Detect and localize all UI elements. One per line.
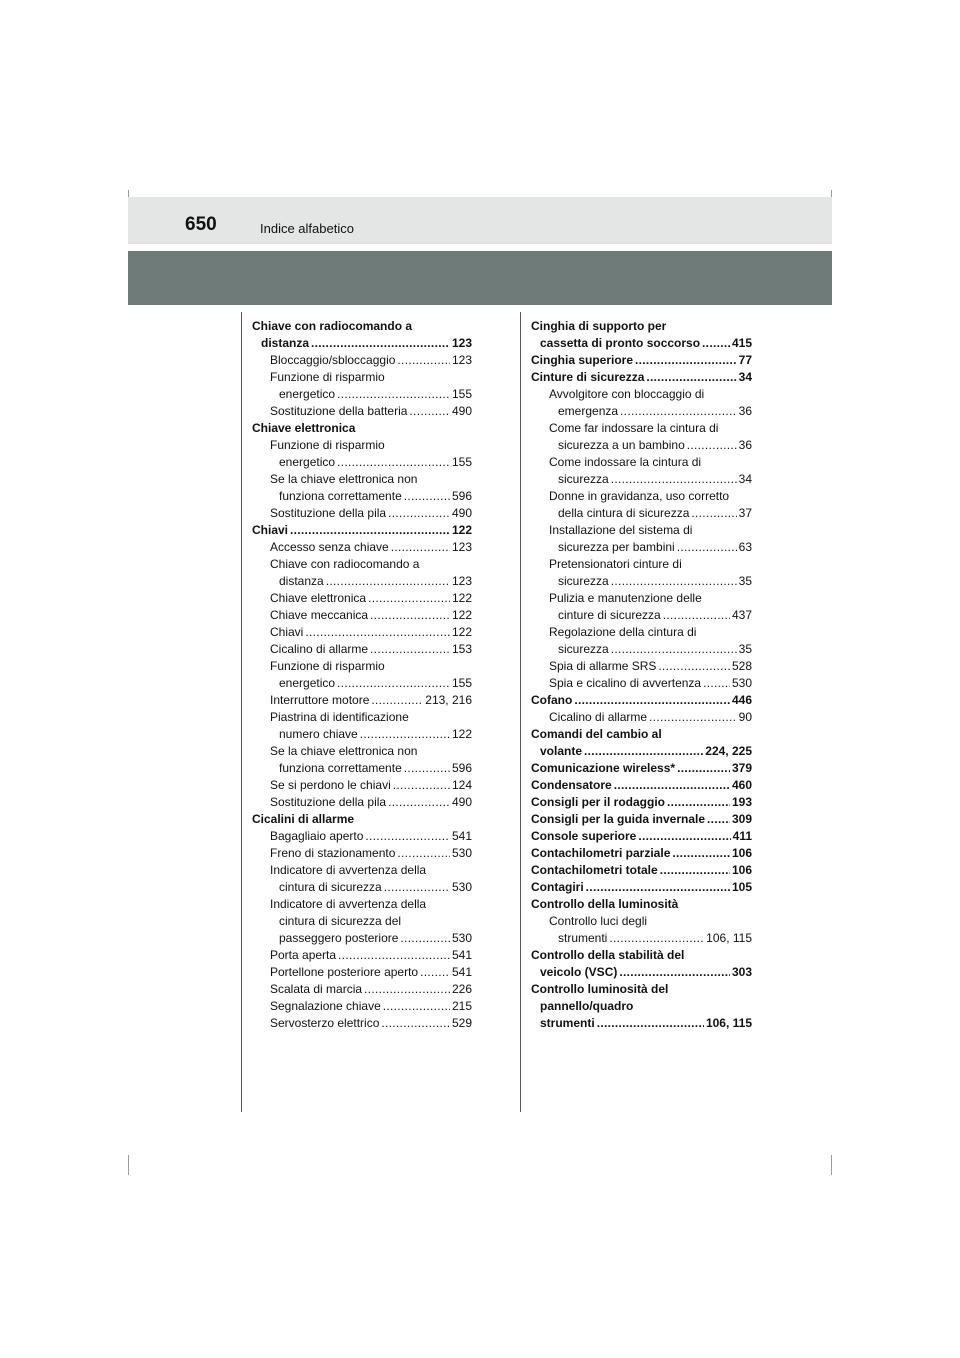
- index-entry-text: Chiave meccanica: [270, 608, 369, 622]
- index-entry-page: 106, 115: [705, 1016, 752, 1030]
- index-entry: [252, 658, 472, 692]
- index-entry-text: Segnalazione chiave: [270, 999, 381, 1013]
- index-entry-text: Se la chiave elettronica non: [270, 744, 418, 758]
- index-entry: [252, 505, 472, 522]
- index-entry: [531, 675, 752, 692]
- index-entry-page: 213, 216: [425, 693, 472, 707]
- index-entry: [252, 607, 472, 624]
- section-tab-band: [128, 251, 832, 305]
- index-entry-text: Cinghia di supporto per: [531, 319, 667, 333]
- dot-leader: [290, 522, 450, 539]
- index-entry-text: Comunicazione wireless: [531, 761, 671, 775]
- index-column-right: [531, 318, 752, 1032]
- index-entry-text: Se la chiave elettronica non: [270, 472, 418, 486]
- index-entry-page: 155: [451, 676, 472, 690]
- index-entry: [252, 998, 472, 1015]
- index-entry-page: 35: [738, 642, 752, 656]
- dot-leader: [707, 811, 730, 828]
- index-entry: [531, 845, 752, 862]
- dot-leader: [611, 641, 737, 658]
- dot-leader: [397, 352, 450, 369]
- index-entry-text: Indicatore di avvertenza della: [270, 897, 427, 911]
- index-entry-page: 90: [738, 710, 752, 724]
- index-entry-text: Cicalino di allarme: [270, 642, 369, 656]
- dot-leader: [337, 675, 450, 692]
- dot-leader: [365, 828, 450, 845]
- index-entry: [531, 726, 752, 760]
- dot-leader: [420, 964, 450, 981]
- dot-leader: [393, 777, 450, 794]
- index-entry-page: 490: [451, 506, 472, 520]
- dot-leader: [584, 743, 703, 760]
- index-entry-text: energetico: [279, 455, 336, 469]
- index-entry: [531, 777, 752, 794]
- index-entry: [531, 811, 752, 828]
- index-entry-page: 379: [731, 761, 752, 775]
- index-entry: [252, 743, 472, 777]
- index-entry-text: Sostituzione della pila: [270, 506, 387, 520]
- index-entry: [531, 352, 752, 369]
- index-entry-page: 530: [451, 846, 472, 860]
- index-entry: [531, 522, 752, 556]
- index-entry: [531, 386, 752, 420]
- index-entry: [531, 862, 752, 879]
- index-entry: [531, 658, 752, 675]
- index-entry-page: 122: [451, 608, 472, 622]
- index-entry-page: 63: [738, 540, 752, 554]
- index-entry-text: Indicatore di avvertenza della: [270, 863, 427, 877]
- index-entry-page: 153: [451, 642, 472, 656]
- index-entry-text: Se si perdono le chiavi: [270, 778, 391, 792]
- index-entry-page: 34: [738, 370, 752, 384]
- index-entry: [252, 777, 472, 794]
- index-entry: [252, 437, 472, 471]
- index-entry: [252, 471, 472, 505]
- index-entry-page: 35: [738, 574, 752, 588]
- index-entry-text: sicurezza: [558, 472, 609, 486]
- section-title: Indice alfabetico: [260, 221, 354, 236]
- index-entry-text: Chiave elettronica: [252, 421, 356, 435]
- index-entry-page: 541: [451, 829, 472, 843]
- dot-leader: [384, 879, 450, 896]
- index-entry: [252, 539, 472, 556]
- dot-leader: [649, 709, 737, 726]
- index-entry: [252, 692, 472, 709]
- dot-leader: [326, 573, 450, 590]
- crop-mark: [128, 1155, 129, 1175]
- index-entry: [252, 811, 472, 828]
- index-entry-page: 122: [451, 727, 472, 741]
- index-entry-page: 36: [738, 438, 752, 452]
- dot-leader: [687, 437, 737, 454]
- index-entry-page: 123: [451, 574, 472, 588]
- index-entry-text: Funzione di risparmio: [270, 659, 385, 673]
- page-number: 650: [185, 214, 217, 235]
- index-entry-page: 106: [731, 863, 752, 877]
- dot-leader: [660, 862, 730, 879]
- dot-leader: [677, 760, 730, 777]
- index-entry-text: Spia e cicalino di avvertenza: [549, 676, 702, 690]
- dot-leader: [400, 930, 450, 947]
- index-entry-text: Funzione di risparmio: [270, 370, 385, 384]
- dot-leader: [702, 335, 730, 352]
- index-entry-text: Sostituzione della pila: [270, 795, 387, 809]
- index-entry-page: 224, 225: [705, 744, 752, 758]
- dot-leader: [404, 488, 450, 505]
- index-entry-page: 106: [731, 846, 752, 860]
- index-entry-text: Come far indossare la cintura di: [549, 421, 719, 435]
- index-entry-page: 124: [451, 778, 472, 792]
- index-entry-page: 215: [451, 999, 472, 1013]
- index-entry-page: 122: [451, 591, 472, 605]
- index-entry-text: pannello/quadro: [540, 999, 634, 1013]
- index-entry-text: Contachilometri totale: [531, 863, 658, 877]
- index-entry-text: cinture di sicurezza: [558, 608, 661, 622]
- index-entry-page: 596: [451, 489, 472, 503]
- index-entry-text: Controllo della luminosità: [531, 897, 679, 911]
- dot-leader: [388, 794, 450, 811]
- index-entry: [531, 556, 752, 590]
- index-entry-text: Controllo luminosità del: [531, 982, 669, 996]
- index-entry-text: strumenti: [558, 931, 608, 945]
- index-entry-page: 530: [451, 880, 472, 894]
- index-entry-text: veicolo (VSC): [540, 965, 618, 979]
- index-entry-text: Console superiore: [531, 829, 637, 843]
- index-entry-page: 530: [451, 931, 472, 945]
- index-entry-page: 155: [451, 387, 472, 401]
- index-entry-page: 490: [451, 404, 472, 418]
- index-entry: [531, 488, 752, 522]
- index-entry: [531, 420, 752, 454]
- index-entry-text: Spia di allarme SRS: [549, 659, 657, 673]
- index-entry-text: Comandi del cambio al: [531, 727, 662, 741]
- index-entry-text: Cicalino di allarme: [549, 710, 648, 724]
- index-entry-page: 123: [451, 353, 472, 367]
- index-entry: [531, 981, 752, 1032]
- index-entry-text: Installazione del sistema di: [549, 523, 693, 537]
- dot-leader: [360, 726, 450, 743]
- index-entry: [252, 369, 472, 403]
- index-entry-text: distanza: [279, 574, 324, 588]
- index-entry-text: Pulizia e manutenzione delle: [549, 591, 702, 605]
- index-entry-text: Funzione di risparmio: [270, 438, 385, 452]
- dot-leader: [658, 658, 730, 675]
- dot-leader: [337, 386, 450, 403]
- index-entry-text: Chiavi: [270, 625, 304, 639]
- index-entry: [531, 828, 752, 845]
- index-entry: [531, 947, 752, 981]
- index-entry: [531, 624, 752, 658]
- dot-leader: [620, 403, 737, 420]
- index-entry-text: Servosterzo elettrico: [270, 1016, 380, 1030]
- index-entry: [252, 1015, 472, 1032]
- index-entry-text: Accesso senza chiave: [270, 540, 389, 554]
- dot-leader: [338, 947, 450, 964]
- index-entry-page: 155: [451, 455, 472, 469]
- index-entry-page: 596: [451, 761, 472, 775]
- dot-leader: [619, 964, 730, 981]
- index-entry: [531, 692, 752, 709]
- index-column-left: [252, 318, 472, 1032]
- header-band: [128, 197, 832, 244]
- index-entry: [252, 352, 472, 369]
- index-entry-text: Come indossare la cintura di: [549, 455, 702, 469]
- index-entry-page: 437: [731, 608, 752, 622]
- index-entry-text: Chiave elettronica: [270, 591, 367, 605]
- index-entry-page: 411: [732, 829, 752, 843]
- index-entry-page: 309: [731, 812, 752, 826]
- index-entry-page: 460: [731, 778, 752, 792]
- index-entry-text: Avvolgitore con bloccaggio di: [549, 387, 705, 401]
- dot-leader: [672, 845, 730, 862]
- index-entry-text: Contagiri: [531, 880, 584, 894]
- index-entry-text: passeggero posteriore: [279, 931, 399, 945]
- index-entry-text: sicurezza a un bambino: [558, 438, 685, 452]
- index-entry-text: Condensatore: [531, 778, 612, 792]
- index-entry: [252, 862, 472, 896]
- index-entry-text: distanza: [261, 336, 310, 350]
- dot-leader: [381, 1015, 450, 1032]
- index-entry: [252, 641, 472, 658]
- index-entry-page: 415: [731, 336, 752, 350]
- index-entry-text: Contachilometri parziale: [531, 846, 671, 860]
- index-entry-text: Portellone posteriore aperto: [270, 965, 419, 979]
- index-entry-text: cintura di sicurezza del: [279, 914, 402, 928]
- index-entry: [252, 624, 472, 641]
- dot-leader: [391, 539, 450, 556]
- index-entry-page: 37: [738, 506, 752, 520]
- dot-leader: [574, 692, 730, 709]
- index-entry: [531, 454, 752, 488]
- index-entry: [252, 845, 472, 862]
- index-entry-page: 77: [738, 353, 752, 367]
- index-entry-text: Piastrina di identificazione: [270, 710, 409, 724]
- index-entry-text: Bloccaggio/sbloccaggio: [270, 353, 396, 367]
- index-entry-page: 528: [731, 659, 752, 673]
- dot-leader: [646, 369, 736, 386]
- dot-leader: [409, 403, 450, 420]
- index-entry-text: energetico: [279, 676, 336, 690]
- index-entry-text: Chiave con radiocomando a: [270, 557, 420, 571]
- index-entry: [252, 556, 472, 590]
- left-column-rule: [241, 312, 242, 1112]
- index-entry-text: Scalata di marcia: [270, 982, 363, 996]
- index-entry-text: Freno di stazionamento: [270, 846, 396, 860]
- dot-leader: [677, 539, 737, 556]
- index-entry-text: Sostituzione della batteria: [270, 404, 408, 418]
- index-entry-text: sicurezza per bambini: [558, 540, 675, 554]
- index-entry-page: 106, 115: [706, 931, 752, 945]
- index-entry-page: 541: [451, 965, 472, 979]
- index-entry-text: numero chiave: [279, 727, 358, 741]
- index-entry: [252, 947, 472, 964]
- index-entry-text: Cinghia superiore: [531, 353, 634, 367]
- dot-leader: [370, 641, 450, 658]
- index-entry-page: 105: [731, 880, 752, 894]
- dot-leader: [611, 573, 737, 590]
- dot-leader: [383, 998, 450, 1015]
- index-entry: [252, 522, 472, 539]
- dot-leader: [614, 777, 730, 794]
- index-entry-page: 34: [738, 472, 752, 486]
- index-entry: [531, 879, 752, 896]
- right-column-rule: [520, 312, 521, 1112]
- index-entry-text: Bagagliaio aperto: [270, 829, 364, 843]
- index-entry-page: 529: [451, 1016, 472, 1030]
- index-entry-text: Controllo luci degli: [549, 914, 648, 928]
- index-entry: [531, 369, 752, 386]
- dot-leader: [609, 930, 704, 947]
- index-entry-text: energetico: [279, 387, 336, 401]
- dot-leader: [368, 590, 450, 607]
- dot-leader: [635, 352, 737, 369]
- dot-leader: [404, 760, 450, 777]
- index-entry-text: Pretensionatori cinture di: [549, 557, 682, 571]
- index-entry-page: 36: [738, 404, 752, 418]
- index-entry-page: 303: [731, 965, 752, 979]
- dot-leader: [371, 692, 423, 709]
- index-entry: [531, 794, 752, 811]
- index-entry-text: Cinture di sicurezza: [531, 370, 645, 384]
- index-entry-text: Cicalini di allarme: [252, 812, 355, 826]
- index-entry-text: Consigli per la guida invernale: [531, 812, 706, 826]
- index-entry-text: Donne in gravidanza, uso corretto: [549, 489, 730, 503]
- index-entry-page: 193: [731, 795, 752, 809]
- index-entry-page: 446: [731, 693, 752, 707]
- index-entry-text: cassetta di pronto soccorso: [540, 336, 701, 350]
- index-entry-page: 530: [731, 676, 752, 690]
- dot-leader: [364, 981, 450, 998]
- index-entry-text: sicurezza: [558, 574, 609, 588]
- crop-mark: [831, 1155, 832, 1175]
- index-entry-text: Porta aperta: [270, 948, 337, 962]
- index-entry-text: sicurezza: [558, 642, 609, 656]
- index-entry-page: 541: [451, 948, 472, 962]
- index-entry: [252, 403, 472, 420]
- index-entry-text: funziona correttamente: [279, 761, 402, 775]
- index-entry-page: 226: [451, 982, 472, 996]
- dot-leader: [337, 454, 450, 471]
- index-entry-text: Controllo della stabilità del: [531, 948, 685, 962]
- dot-leader: [370, 607, 450, 624]
- index-entry-page: 122: [451, 625, 472, 639]
- dot-leader: [667, 794, 730, 811]
- index-entry: [531, 318, 752, 352]
- index-entry-text: funziona correttamente: [279, 489, 402, 503]
- index-entry-page: 123: [451, 336, 472, 350]
- index-entry: [252, 981, 472, 998]
- index-entry: [252, 318, 472, 352]
- dot-leader: [586, 879, 730, 896]
- index-entry-text: strumenti: [540, 1016, 595, 1030]
- index-entry: [252, 709, 472, 743]
- index-entry: [531, 896, 752, 913]
- index-entry-page: 123: [451, 540, 472, 554]
- index-entry: [252, 420, 472, 437]
- index-entry-text: Cofano: [531, 693, 573, 707]
- index-entry-text: della cintura di sicurezza: [558, 506, 690, 520]
- index-entry-text: Regolazione della cintura di: [549, 625, 697, 639]
- index-entry-page: 122: [451, 523, 472, 537]
- index-entry-text: Chiavi: [252, 523, 289, 537]
- dot-leader: [397, 845, 450, 862]
- index-entry: [531, 913, 752, 947]
- dot-leader: [311, 335, 450, 352]
- index-entry: [252, 794, 472, 811]
- index-entry: [252, 896, 472, 947]
- dot-leader: [611, 471, 737, 488]
- index-entry-text: volante: [540, 744, 583, 758]
- index-entry: [252, 964, 472, 981]
- index-entry-text: Consigli per il rodaggio: [531, 795, 666, 809]
- dot-leader: [638, 828, 730, 845]
- index-entry-text: cintura di sicurezza: [279, 880, 382, 894]
- dot-leader: [663, 607, 730, 624]
- index-entry-text: emergenza: [558, 404, 619, 418]
- index-entry-text: Interruttore motore: [270, 693, 370, 707]
- dot-leader: [305, 624, 450, 641]
- index-entry-page: 490: [451, 795, 472, 809]
- dot-leader: [388, 505, 450, 522]
- index-entry: [531, 590, 752, 624]
- dot-leader: [703, 675, 730, 692]
- dot-leader: [691, 505, 736, 522]
- index-entry: Comunicazione wireless * ..... 379: [531, 760, 752, 777]
- dot-leader: [597, 1015, 704, 1032]
- index-entry-text: Chiave con radiocomando a: [252, 319, 413, 333]
- index-entry: [252, 828, 472, 845]
- index-entry: [531, 709, 752, 726]
- index-entry: [252, 590, 472, 607]
